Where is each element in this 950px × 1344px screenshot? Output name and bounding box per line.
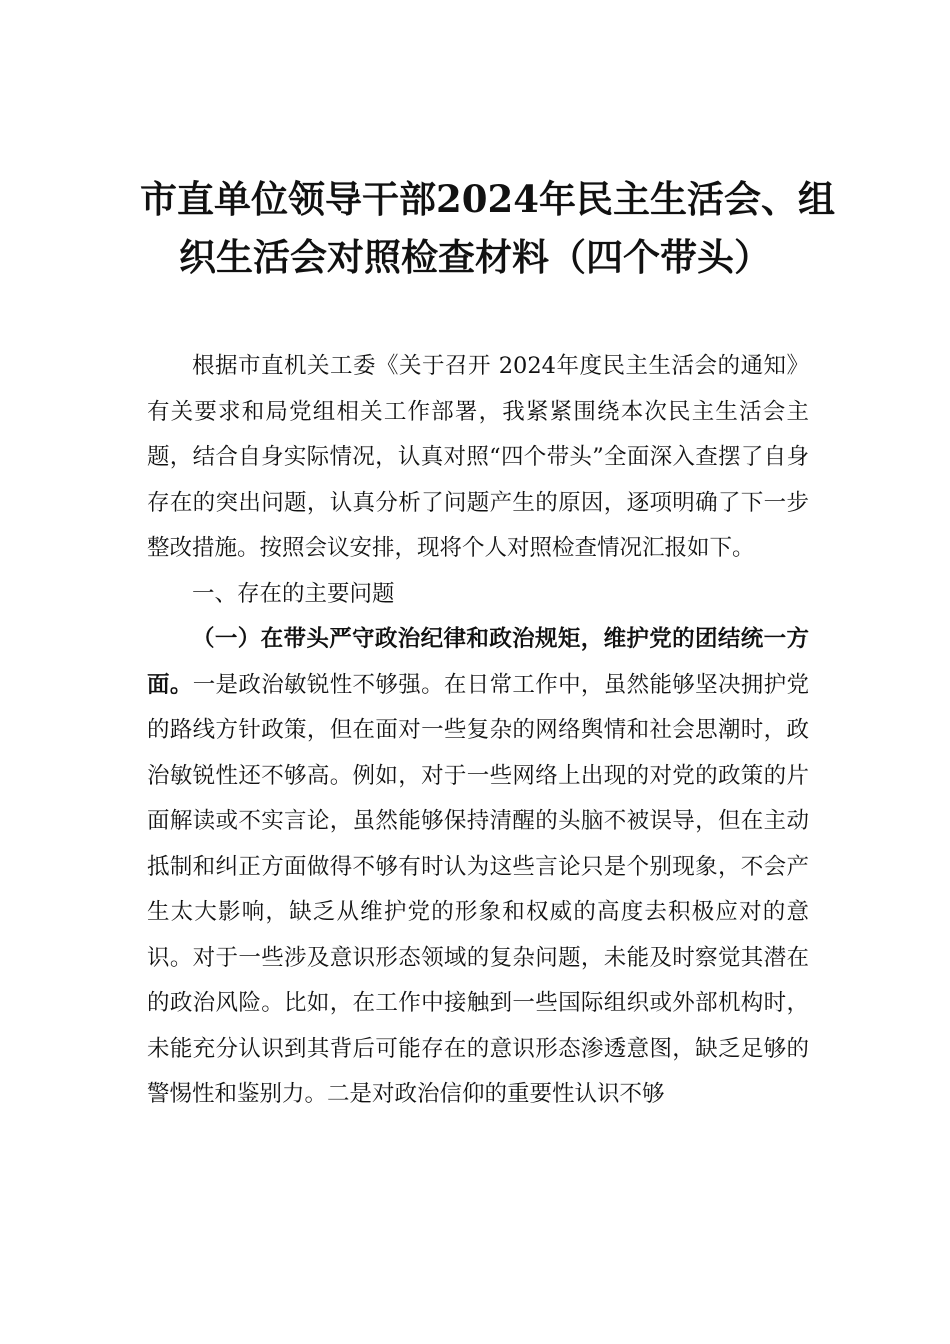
section-heading-problems: 一、存在的主要问题 xyxy=(192,580,395,607)
title-line-1: 市直单位领导干部2024年民主生活会、组 xyxy=(140,177,835,221)
title-line-2: 织生活会对照检查材料（四个带头） xyxy=(179,235,771,279)
document-title xyxy=(140,170,835,286)
subsection-paragraph xyxy=(147,617,809,1118)
subsection-body: 一是政治敏锐性不够强。在日常工作中，虽然能够坚决拥护党的路线方针政策，但在面对一些复杂的网络舆情和社会思潮时，政治敏锐性还不够高。例如，对于一些网络上出现的对党的政策的片面解读或不实言论，虽然能够保持清醒的头脑不被误导，但在主动抵制和纠正方面做得不够有时认为这些言论只是个别现象，不会产生太大影响，缺乏从维护党的形象和权威的高度去积极应对的意识。对于一些涉及意识形态领域的复杂问题，未能及时察觉其潜在的政治风险。比如，在工作中接触到一些国际组织或外部机构时，未能充分认识到其背后可能存在的意识形态渗透意图，缺乏足够的警惕性和鉴别力。二是对政治信仰的重要性认识不够 xyxy=(147,671,809,1107)
subsection-heading: （一）在带头严守政治纪律和政治规矩，维护党的团结统一方面。 xyxy=(147,626,809,698)
document-body xyxy=(147,344,809,1118)
intro-paragraph: 根据市直机关工委《关于召开 2024年度民主生活会的通知》有关要求和局党组相关工作部署，我紧紧围绕本次民主生活会主题，结合自身实际情况，认真对照“四个带头”全面深入查摆了自身存在的突出问题，认真分析了问题产生的原因，逐项明确了下一步整改措施。按照会议安排，现将个人对照检查情况汇报如下。 xyxy=(147,353,809,561)
